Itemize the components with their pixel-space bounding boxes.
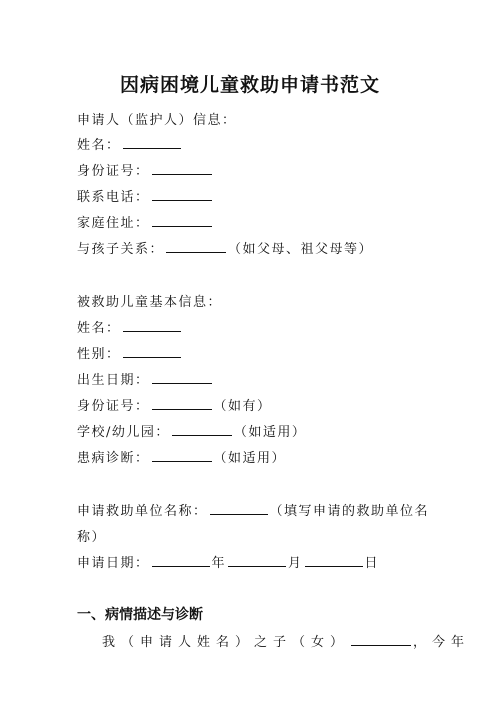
applicant-name-line [77,134,183,153]
child-birth-blank[interactable] [152,371,212,384]
applicant-heading: 申请人（监护人）信息： [77,113,237,128]
applicant-relation-line [77,238,373,257]
child-diagnosis-label: 患病诊断： [77,451,150,466]
apply-date-line [77,552,379,571]
applicant-phone-blank[interactable] [152,188,212,201]
applicant-name-blank[interactable] [123,136,181,149]
child-id-note: （如有） [213,399,272,414]
apply-year-label: 年 [211,556,227,571]
child-diagnosis-line [77,447,286,466]
child-heading: 被救助儿童基本信息： [77,295,223,310]
section1-para-end: ，今年 [413,635,471,650]
apply-unit-note-cont: 称） [77,530,107,545]
applicant-id-blank[interactable] [152,162,212,175]
child-birth-label: 出生日期： [77,373,150,388]
applicant-name-label: 姓名： [77,138,121,153]
child-name-label: 姓名： [77,321,121,336]
apply-date-label: 申请日期： [77,556,150,571]
applicant-relation-blank[interactable] [166,240,226,253]
applicant-id-label: 身份证号： [77,164,150,179]
apply-unit-blank[interactable] [210,502,268,515]
child-gender-blank[interactable] [123,345,181,358]
child-school-label: 学校/幼儿园： [77,425,170,440]
child-diagnosis-blank[interactable] [152,449,212,462]
apply-day-blank[interactable] [305,554,363,567]
section1-paragraph [102,631,470,650]
child-gender-label: 性别： [77,347,121,362]
applicant-relation-note: （如父母、祖父母等） [228,242,374,257]
child-name-blank[interactable] [123,319,181,332]
applicant-phone-label: 联系电话： [77,190,150,205]
child-diagnosis-note: （如适用） [213,451,287,466]
apply-unit-note: （填写申请的救助单位名 [269,504,430,519]
apply-year-blank[interactable] [152,554,210,567]
applicant-relation-label: 与孩子关系： [77,242,165,257]
apply-unit-label: 申请救助单位名称： [77,504,208,519]
applicant-id-line [77,160,214,179]
child-name-inline-blank[interactable] [351,633,411,646]
child-id-label: 身份证号： [77,399,150,414]
child-school-blank[interactable] [172,423,232,436]
apply-month-label: 月 [288,556,303,571]
applicant-phone-line [77,186,214,205]
applicant-address-blank[interactable] [152,214,212,227]
apply-month-blank[interactable] [228,554,286,567]
child-school-note: （如适用） [233,425,307,440]
child-birth-line [77,369,214,388]
child-school-line [77,421,306,440]
child-gender-line [77,343,183,362]
applicant-address-label: 家庭住址： [77,216,150,231]
applicant-address-line [77,212,214,231]
child-id-line [77,395,272,414]
document-title: 因病困境儿童救助申请书范文 [119,74,380,96]
child-name-line [77,317,183,336]
child-id-blank[interactable] [152,397,212,410]
section1-para-start: 我（申请人姓名）之子（女） [102,635,350,650]
apply-unit-line [77,500,429,519]
apply-day-label: 日 [364,556,380,571]
section1-heading: 一、病情描述与诊断 [77,607,203,623]
